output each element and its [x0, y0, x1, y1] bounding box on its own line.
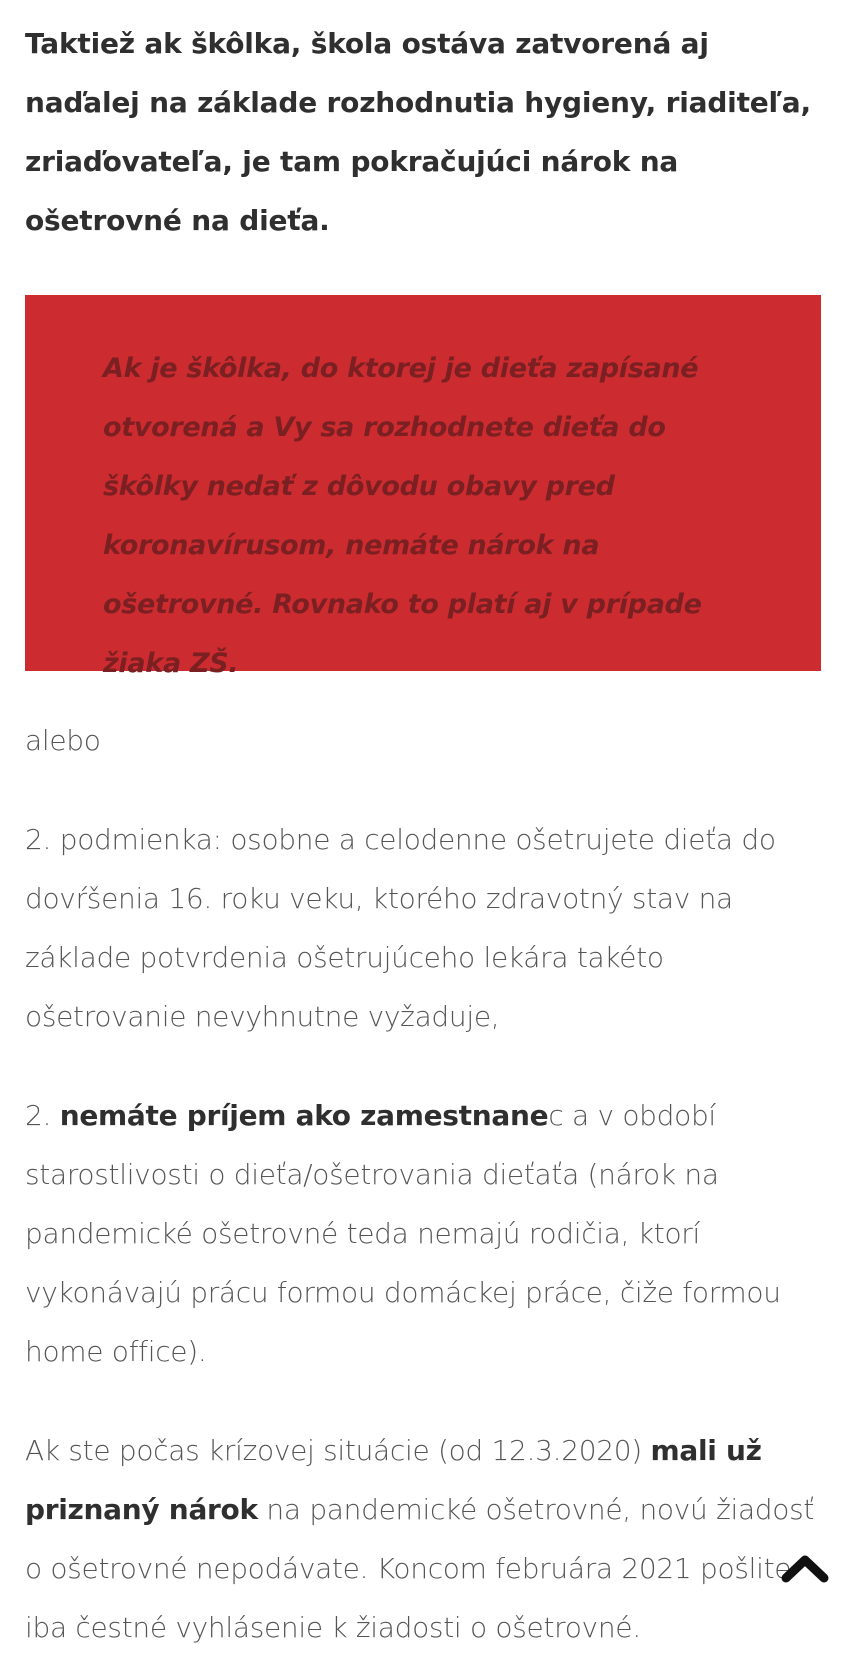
article-body [25, 0, 825, 1657]
scroll-to-top-button[interactable] [780, 1546, 830, 1586]
crisis-rest: na pandemické ošetrovné, novú žiadosť o ošetrovné nepodávate. Koncom februára 2021 pošlite iba čestné vyhlásenie k žiadosti o ošetrovné. [25, 1493, 815, 1644]
crisis-prefix: Ak ste počas krízovej situácie (od 12.3.2020) [25, 1434, 651, 1467]
warning-callout [25, 295, 821, 679]
condition-2-paragraph: 2. podmienka: osobne a celodenne ošetrujete dieťa do dovŕšenia 16. roku veku, ktorého zdravotný stav na základe potvrdenia ošetrujúceho lekára takéto ošetrovanie nevyhnutne vyžaduje, [25, 823, 776, 1033]
callout-text: Ak je škôlka, do ktorej je dieťa zapísané otvorená a Vy sa rozhodnete dieťa do škôlky nedať z dôvodu obavy pred koronavírusom, nemáte nárok na ošetrovné. Rovnako to platí aj v prípade žiaka ZŠ. [103, 353, 702, 679]
income-bold: nemáte príjem ako zamestnane [59, 1099, 549, 1132]
crisis-paragraph [25, 1421, 825, 1657]
intro-paragraph: Taktiež ak škôlka, škola ostáva zatvorená aj naďalej na základe rozhodnutia hygieny, riaditeľa, zriaďovateľa, je tam pokračujúci nárok na ošetrovné na dieťa. [25, 27, 811, 237]
income-paragraph [25, 1086, 825, 1381]
income-rest: c a v období starostlivosti o dieťa/ošetrovania dieťaťa (nárok na pandemické ošetrovné teda nemajú rodičia, ktorí vykonávajú prácu formou domáckej práce, čiže formou home office). [25, 1099, 781, 1368]
chevron-up-icon [780, 1546, 830, 1586]
or-text: alebo [25, 724, 101, 757]
income-prefix: 2. [25, 1099, 60, 1132]
crisis-bold: mali už priznaný nárok [25, 1434, 762, 1526]
